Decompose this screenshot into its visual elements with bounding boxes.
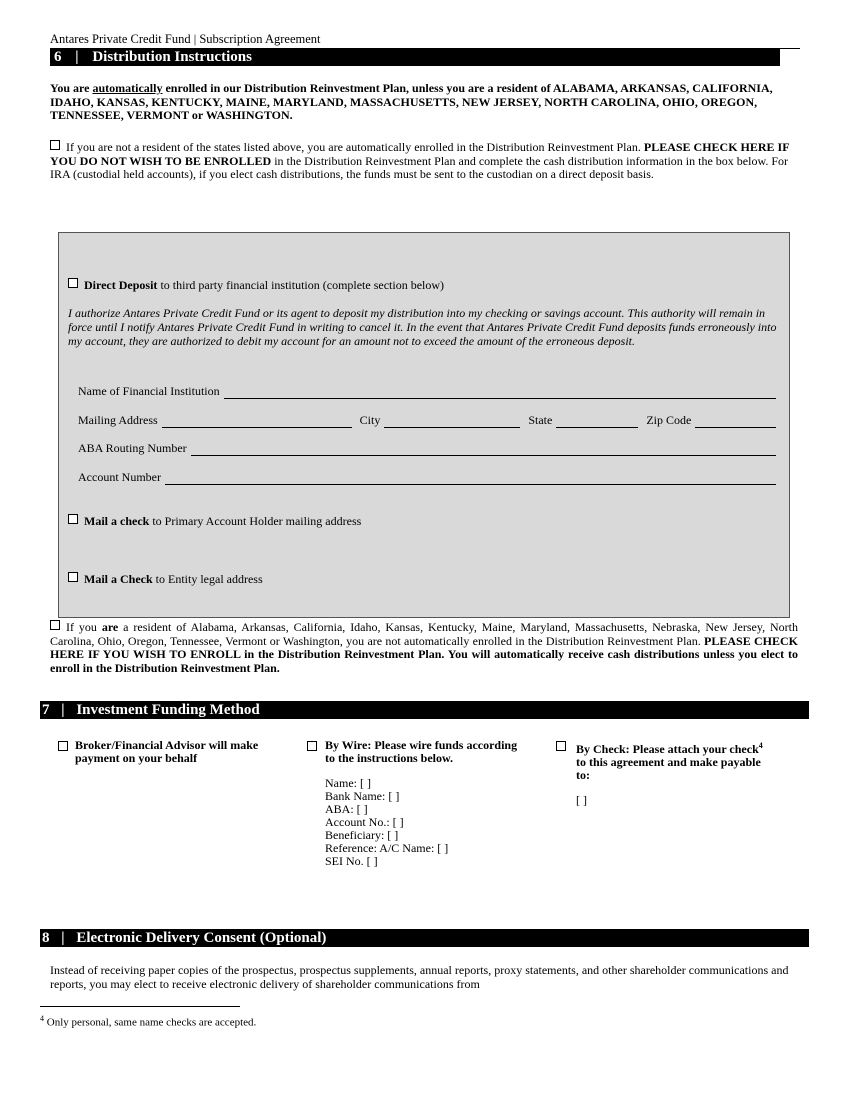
section-number: 6 bbox=[54, 49, 62, 65]
opt-out-checkbox[interactable] bbox=[50, 140, 60, 150]
electronic-delivery-text: Instead of receiving paper copies of the prospectus, prospectus supplements, annual reports, proxy statements, and other shareholder communications and reports, you may elect to receive electronic delivery of shareholder communications from bbox=[50, 963, 789, 991]
institution-input[interactable] bbox=[224, 387, 776, 399]
zip-code-input[interactable] bbox=[695, 416, 776, 428]
section-6-header: 6 | Distribution Instructions bbox=[50, 48, 780, 66]
mailing-address-input[interactable] bbox=[162, 416, 352, 428]
state-input[interactable] bbox=[556, 416, 638, 428]
enroll-checkbox[interactable] bbox=[50, 620, 60, 630]
section-title: Investment Funding Method bbox=[76, 702, 260, 718]
account-field: Account Number bbox=[78, 470, 776, 485]
section-8-header: 8 | Electronic Delivery Consent (Optional) bbox=[40, 929, 809, 947]
check-option: By Check: Please attach your check$^4$ to this agreement and make payable to: [ ] bbox=[556, 739, 771, 807]
section-6-intro: You are automatically enrolled in our Distribution Reinvestment Plan, unless you are a resident of ALABAMA, ARKANSAS, CALIFORNIA, IDAHO, KANSAS, KENTUCKY, MAINE, MARYLAND, MASSACHUSETTS, NEW JERSEY, NORTH CAROLINA, OHIO, OREGON, TENNESSEE, VERMONT or WASHINGTON. bbox=[50, 81, 773, 122]
institution-field: Name of Financial Institution bbox=[78, 384, 776, 399]
account-number-input[interactable] bbox=[165, 473, 776, 485]
section-7-header: 7 | Investment Funding Method bbox=[40, 701, 809, 719]
authorization-text: I authorize Antares Private Credit Fund or its agent to deposit my distribution into my checking or savings account. This authority will remain in force until I notify Antares Private Credit Fund in writing to cancel it. In the event that Antares Private Credit Fund deposits funds erroneously into my account, they are authorized to debit my account for an amount not to exceed the amount of the erroneous deposit. bbox=[68, 306, 777, 348]
footnote: $^4$ Only personal, same name checks are accepted. bbox=[40, 1014, 257, 1029]
not-resident-paragraph: If you are not a resident of the states listed above, you are automatically enrolled in the Distribution Reinvestment Plan. PLEASE CHECK HERE IF YOU DO NOT WISH TO BE ENROLLED in the Distribution Reinvestment Plan and complete the cash distribution information in the box below. For IRA (custodial held accounts), if you elect cash distributions, the funds must be sent to the custodian on a direct deposit basis. bbox=[50, 140, 790, 181]
aba-routing-input[interactable] bbox=[191, 444, 776, 456]
wire-option: By Wire: Please wire funds according to the instructions below. Name: [ ] Bank Name: [ ] ABA: [ ] Account No.: [ ] Beneficiary: [ ] Reference: A/C Name: [ ] SEI No. [ ] bbox=[307, 739, 522, 868]
section-number: 8 bbox=[42, 930, 50, 946]
resident-paragraph: If you are a resident of Alabama, Arkansas, California, Idaho, Kansas, Kentucky, Maine, Maryland, Massachusetts, Nebraska, New Jersey, North Carolina, Ohio, Oregon, Tennessee, Vermont or Washington, you are not automatically enrolled in the Distribution Reinvestment Plan. PLEASE CHECK HERE IF YOU WISH TO ENROLL in the Distribution Reinvestment Plan. You will automatically receive cash distributions unless you elect to enroll in the Distribution Reinvestment Plan. bbox=[50, 620, 798, 675]
check-checkbox[interactable] bbox=[556, 741, 566, 751]
section-title: Distribution Instructions bbox=[92, 49, 252, 65]
section-number: 7 bbox=[42, 702, 50, 718]
direct-deposit-checkbox[interactable] bbox=[68, 278, 78, 288]
wire-instructions: Name: [ ] Bank Name: [ ] ABA: [ ] Account No.: [ ] Beneficiary: [ ] Reference: A/C Name: [ ] SEI No. [ ] bbox=[325, 776, 449, 868]
wire-checkbox[interactable] bbox=[307, 741, 317, 751]
address-row: Mailing Address City State Zip Code bbox=[78, 413, 776, 428]
check-payee: [ ] bbox=[576, 793, 587, 807]
aba-field: ABA Routing Number bbox=[78, 441, 776, 456]
footnote-rule bbox=[40, 1006, 240, 1007]
mail-primary-option: Mail a check to Primary Account Holder mailing address bbox=[68, 514, 768, 529]
mail-primary-checkbox[interactable] bbox=[68, 514, 78, 524]
direct-deposit-option: Direct Deposit to third party financial institution (complete section below) bbox=[68, 278, 768, 293]
mail-entity-option: Mail a Check to Entity legal address bbox=[68, 572, 768, 587]
document-header: Antares Private Credit Fund | Subscription Agreement bbox=[50, 32, 321, 46]
mail-entity-checkbox[interactable] bbox=[68, 572, 78, 582]
section-title: Electronic Delivery Consent (Optional) bbox=[76, 930, 327, 946]
city-input[interactable] bbox=[384, 416, 520, 428]
broker-checkbox[interactable] bbox=[58, 741, 68, 751]
broker-option: Broker/Financial Advisor will make payment on your behalf bbox=[58, 739, 278, 765]
